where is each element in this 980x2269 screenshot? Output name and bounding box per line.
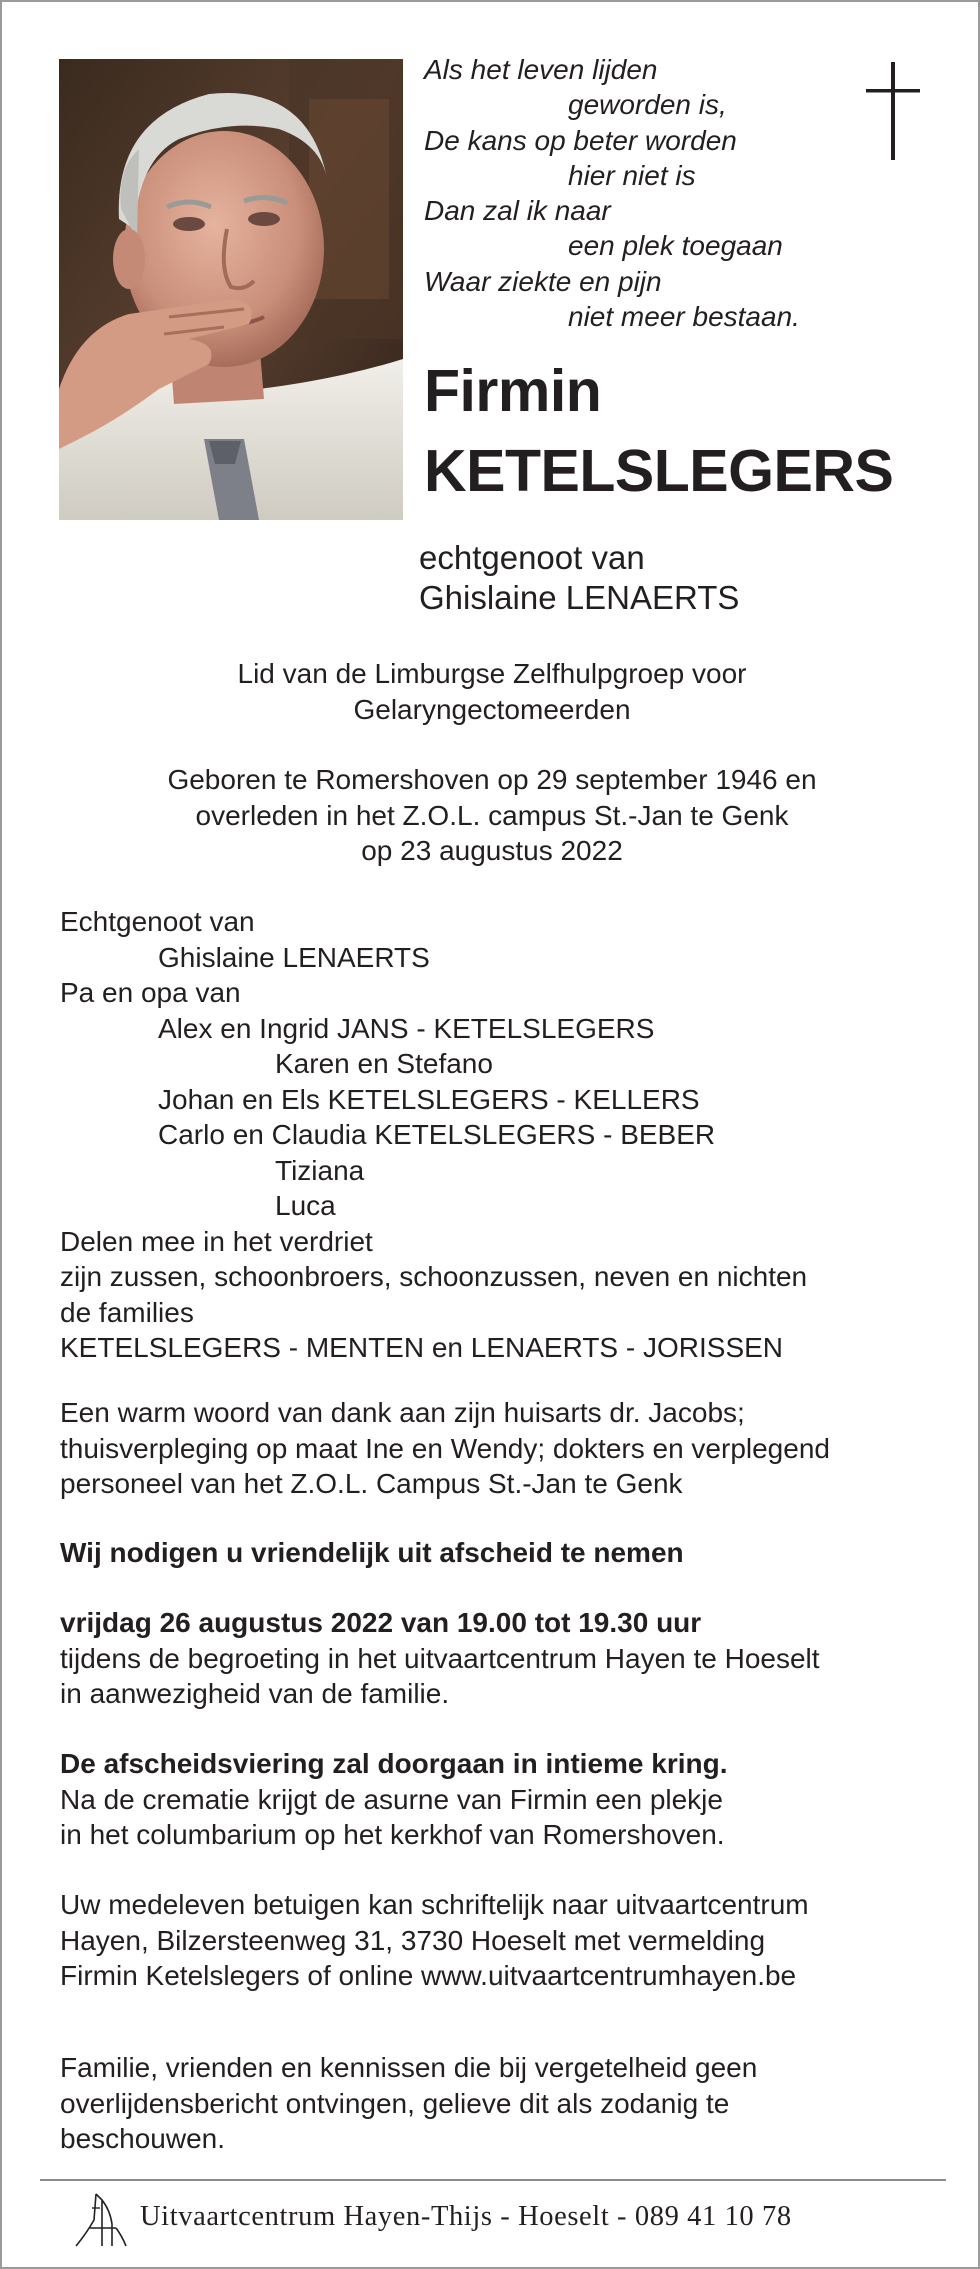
poem-line: Dan zal ik naar [424,195,611,227]
death-line: overleden in het Z.O.L. campus St.-Jan te Genk [195,799,789,831]
visitation-paragraph [60,1605,940,1712]
condolences-line: Firmin Ketelslegers of online www.uitvaartcentrumhayen.be [60,1960,797,1991]
condolences-paragraph [60,1887,940,1994]
poem-line: Als het leven lijden [424,54,658,85]
poem-line: geworden is, [568,89,727,121]
closing-line: Familie, vrienden en kennissen die bij vergetelheid geen [60,2052,758,2083]
family-line: Luca [275,1190,336,1221]
poem-line: niet meer bestaan. [568,301,800,333]
family-list [60,904,940,1366]
ceremony-heading: De afscheidsviering zal doorgaan in intieme kring. [60,1748,728,1779]
visitation-line: in aanwezigheid van de familie. [60,1678,450,1709]
visitation-date: vrijdag 26 augustus 2022 van 19.00 tot 19.30 uur [60,1607,702,1638]
spouse-info [419,538,739,618]
family-line: Pa en opa van [60,977,241,1008]
thanks-line: thuisverpleging op maat Ine en Wendy; dokters en verplegend [60,1432,830,1464]
family-line: Echtgenoot van [60,906,255,937]
condolences-line: Uw medeleven betuigen kan schriftelijk naar uitvaartcentrum [60,1889,809,1920]
ceremony-paragraph [60,1746,940,1853]
poem [424,52,844,334]
poem-line: Waar ziekte en pijn [424,265,662,297]
birth-death-info [2,762,980,869]
deceased-first-name: Firmin [424,358,602,424]
spouse-label: echtgenoot van [419,539,645,576]
poem-line: De kans op beter worden [424,124,737,156]
funeral-home-footer: Uitvaartcentrum Hayen-Thijs - Hoeselt - 089 41 10 78 [140,2201,792,2232]
closing-line: beschouwen. [60,2123,226,2154]
thanks-line: Een warm woord van dank aan zijn huisarts dr. Jacobs; [60,1397,745,1428]
ceremony-line: Na de crematie krijgt de asurne van Firmin een plekje [60,1783,723,1815]
family-line: KETELSLEGERS - MENTEN en LENAERTS - JORISSEN [60,1332,784,1363]
portrait-photo [59,59,403,520]
membership-line: Lid van de Limburgse Zelfhulpgroep voor [237,658,747,689]
condolences-line: Hayen, Bilzersteenweg 31, 3730 Hoeselt met vermelding [60,1924,766,1956]
family-line: zijn zussen, schoonbroers, schoonzussen, neven en nichten [60,1261,808,1292]
family-line: Tiziana [275,1154,365,1186]
visitation-line: tijdens de begroeting in het uitvaartcentrum Hayen te Hoeselt [60,1642,820,1674]
closing-paragraph [60,2050,940,2157]
poem-line: een plek toegaan [568,230,783,262]
membership-line: Gelaryngectomeerden [353,693,631,725]
deceased-last-name: KETELSLEGERS [424,438,894,504]
birth-line: Geboren te Romershoven op 29 september 1946 en [167,764,817,795]
membership-info [2,656,980,727]
thanks-line: personeel van het Z.O.L. Campus St.-Jan te Genk [60,1468,683,1499]
family-line: Ghislaine LENAERTS [158,941,430,973]
spouse-name: Ghislaine LENAERTS [419,579,740,616]
closing-line: overlijdensbericht ontvingen, gelieve dit als zodanig te [60,2087,730,2119]
family-line: Johan en Els KETELSLEGERS - KELLERS [158,1083,700,1115]
family-line: Alex en Ingrid JANS - KETELSLEGERS [158,1012,655,1044]
ceremony-line: in het columbarium op het kerkhof van Romershoven. [60,1819,725,1850]
poem-line: hier niet is [568,159,696,191]
family-line: de families [60,1296,194,1328]
family-line: Delen mee in het verdriet [60,1225,373,1257]
cross-icon [864,62,924,162]
family-line: Carlo en Claudia KETELSLEGERS - BEBER [158,1119,716,1150]
funeral-home-logo-icon [72,2190,128,2252]
invitation-heading: Wij nodigen u vriendelijk uit afscheid te nemen [60,1537,684,1568]
thanks-paragraph [60,1395,940,1502]
family-line: Karen en Stefano [275,1048,493,1079]
footer-divider [40,2179,946,2181]
death-date-line: op 23 augustus 2022 [361,835,623,866]
